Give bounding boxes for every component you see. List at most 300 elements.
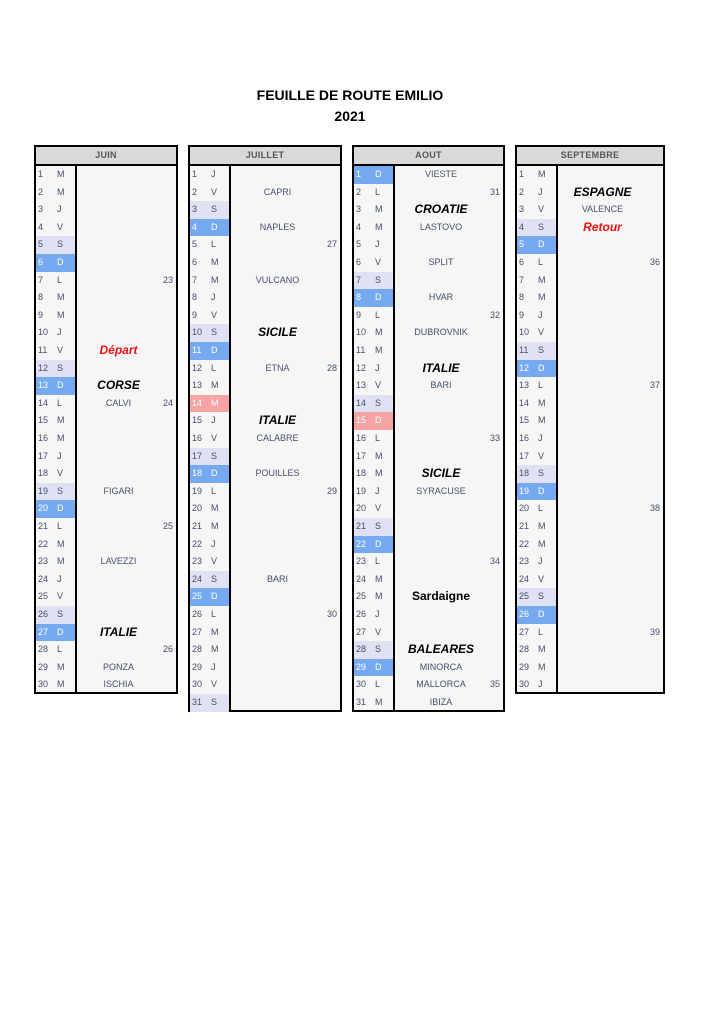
day-row xyxy=(517,465,663,483)
weekday-letter: V xyxy=(375,626,382,637)
day-number: 23 xyxy=(38,556,49,567)
weekday-letter: V xyxy=(211,679,218,690)
day-cell xyxy=(354,360,393,378)
day-cell xyxy=(354,412,393,430)
day-cell xyxy=(354,694,393,712)
day-number: 19 xyxy=(356,485,367,496)
day-cell xyxy=(517,272,556,290)
weekday-letter: M xyxy=(57,169,65,179)
day-cell xyxy=(517,465,556,483)
day-row xyxy=(517,676,663,694)
itinerary-entry: ETNA xyxy=(265,362,290,373)
itinerary-entry: ITALIE xyxy=(258,413,297,428)
day-cell xyxy=(36,219,75,237)
day-number: 7 xyxy=(356,274,362,285)
day-cell xyxy=(36,272,75,290)
weekday-letter: M xyxy=(538,521,546,531)
day-cell xyxy=(354,254,393,272)
day-cell xyxy=(190,536,229,554)
day-row xyxy=(354,412,503,430)
weekday-letter: L xyxy=(375,309,381,320)
day-number: 9 xyxy=(192,309,198,320)
weekday-letter: S xyxy=(375,397,382,408)
itinerary-entry: ITALIE xyxy=(422,360,460,375)
day-cell xyxy=(36,360,75,378)
weekday-letter: S xyxy=(211,204,218,215)
weekday-letter: V xyxy=(57,221,64,232)
day-number: 4 xyxy=(519,221,525,232)
day-cell xyxy=(190,676,229,694)
day-number: 2 xyxy=(356,186,362,197)
day-number: 22 xyxy=(356,538,367,549)
day-cell xyxy=(36,606,75,624)
day-cell xyxy=(190,641,229,659)
day-number: 29 xyxy=(356,661,367,672)
day-number: 17 xyxy=(356,450,367,461)
week-number: 30 xyxy=(326,609,337,619)
weekday-letter: D xyxy=(57,257,64,267)
day-cell xyxy=(190,254,229,272)
day-cell xyxy=(190,571,229,589)
day-row xyxy=(517,641,663,659)
day-number: 26 xyxy=(519,609,530,619)
day-row xyxy=(36,307,176,325)
weekday-letter: M xyxy=(57,309,65,320)
day-number: 27 xyxy=(192,626,203,637)
day-number: 24 xyxy=(192,573,203,584)
day-number: 1 xyxy=(192,169,198,179)
day-cell xyxy=(190,377,229,395)
day-number: 17 xyxy=(519,450,530,461)
day-number: 27 xyxy=(356,626,367,637)
day-cell xyxy=(190,448,229,466)
weekday-letter: S xyxy=(538,345,545,355)
weekday-letter: V xyxy=(375,380,382,391)
day-row xyxy=(354,342,503,360)
day-number: 13 xyxy=(192,380,203,391)
weekday-letter: M xyxy=(538,169,546,179)
day-number: 28 xyxy=(38,644,49,655)
weekday-letter: M xyxy=(57,556,65,567)
weekday-letter: D xyxy=(211,591,218,602)
day-cell xyxy=(354,289,393,307)
day-row xyxy=(517,588,663,606)
day-number: 20 xyxy=(38,503,49,514)
day-cell xyxy=(36,166,75,184)
day-number: 21 xyxy=(192,521,203,531)
weekday-letter: V xyxy=(375,257,382,267)
day-cell xyxy=(190,500,229,518)
day-row xyxy=(354,553,503,571)
day-number: 20 xyxy=(519,503,530,514)
weekday-letter: M xyxy=(538,538,546,549)
day-number: 28 xyxy=(356,644,367,655)
week-number: 33 xyxy=(489,433,500,443)
weekday-letter: S xyxy=(57,239,64,250)
day-cell xyxy=(354,272,393,290)
day-number: 3 xyxy=(38,204,44,215)
weekday-letter: M xyxy=(211,503,219,514)
day-row xyxy=(517,236,663,254)
day-cell xyxy=(36,588,75,606)
weekday-letter: M xyxy=(375,204,383,215)
day-row xyxy=(517,272,663,290)
day-number: 28 xyxy=(519,644,530,655)
weekday-letter: J xyxy=(211,292,216,303)
itinerary-entry: Sardaigne xyxy=(411,589,471,604)
day-cell xyxy=(354,448,393,466)
itinerary-entry: VULCANO xyxy=(255,274,300,285)
day-cell xyxy=(354,588,393,606)
day-cell xyxy=(36,289,75,307)
weekday-letter: M xyxy=(375,450,383,461)
weekday-letter: L xyxy=(211,239,217,250)
day-cell xyxy=(354,676,393,694)
day-row xyxy=(36,289,176,307)
itinerary-entry: HVAR xyxy=(428,292,454,303)
day-number: 9 xyxy=(38,309,44,320)
day-row xyxy=(517,412,663,430)
day-row xyxy=(517,395,663,413)
weekday-letter: L xyxy=(375,556,381,567)
day-cell xyxy=(517,254,556,272)
day-cell xyxy=(354,659,393,677)
day-number: 1 xyxy=(519,169,525,179)
weekday-letter: M xyxy=(375,345,383,355)
day-number: 7 xyxy=(192,274,198,285)
day-number: 21 xyxy=(356,521,367,531)
day-cell xyxy=(190,588,229,606)
weekday-letter: M xyxy=(211,257,219,267)
day-cell xyxy=(190,360,229,378)
day-row xyxy=(190,254,340,272)
weekday-letter: M xyxy=(211,521,219,531)
week-number: 36 xyxy=(649,257,660,267)
day-number: 4 xyxy=(38,221,44,232)
day-cell xyxy=(36,412,75,430)
weekday-letter: V xyxy=(538,204,545,215)
day-cell xyxy=(190,184,229,202)
day-number: 26 xyxy=(192,609,203,619)
day-number: 8 xyxy=(519,292,525,303)
day-cell xyxy=(354,307,393,325)
day-number: 13 xyxy=(356,380,367,391)
day-cell xyxy=(517,624,556,642)
itinerary-entry: ITALIE xyxy=(99,624,138,639)
weekday-letter: J xyxy=(538,556,543,567)
day-number: 8 xyxy=(192,292,198,303)
weekday-letter: M xyxy=(375,468,383,479)
month-juin xyxy=(34,145,178,694)
weekday-letter: V xyxy=(211,186,218,197)
day-row xyxy=(517,571,663,589)
day-cell xyxy=(354,166,393,184)
itinerary-entry: CAPRI xyxy=(263,186,292,197)
weekday-letter: D xyxy=(538,239,545,250)
weekday-letter: V xyxy=(211,556,218,567)
day-row xyxy=(354,395,503,413)
day-cell xyxy=(190,483,229,501)
day-cell xyxy=(190,553,229,571)
weekday-letter: V xyxy=(538,573,545,584)
day-number: 16 xyxy=(192,433,203,443)
day-cell xyxy=(36,377,75,395)
day-row xyxy=(36,465,176,483)
day-row xyxy=(190,395,340,413)
day-row xyxy=(36,588,176,606)
day-row xyxy=(36,518,176,536)
day-number: 27 xyxy=(519,626,530,637)
week-number: 29 xyxy=(326,485,337,496)
day-cell xyxy=(517,571,556,589)
day-row xyxy=(354,571,503,589)
day-row xyxy=(517,448,663,466)
day-number: 13 xyxy=(519,380,530,391)
day-cell xyxy=(517,430,556,448)
day-cell xyxy=(36,448,75,466)
weekday-letter: L xyxy=(57,397,63,408)
day-cell xyxy=(517,606,556,624)
day-cell xyxy=(354,201,393,219)
weekday-letter: V xyxy=(57,591,64,602)
day-cell xyxy=(517,500,556,518)
day-number: 7 xyxy=(519,274,525,285)
weekday-letter: M xyxy=(57,186,65,197)
weekday-letter: L xyxy=(538,503,544,514)
day-row xyxy=(517,659,663,677)
weekday-letter: M xyxy=(375,591,383,602)
day-cell xyxy=(190,518,229,536)
day-cell xyxy=(36,518,75,536)
day-number: 5 xyxy=(38,239,44,250)
day-row xyxy=(517,500,663,518)
weekday-letter: M xyxy=(375,327,383,338)
day-row xyxy=(36,606,176,624)
day-number: 29 xyxy=(519,661,530,672)
day-number: 25 xyxy=(356,591,367,602)
month-header: JUIN xyxy=(36,147,176,166)
day-cell xyxy=(36,536,75,554)
weekday-letter: D xyxy=(57,503,64,514)
weekday-letter: M xyxy=(538,661,546,672)
day-cell xyxy=(36,676,75,694)
itinerary-entry: CALABRE xyxy=(256,433,299,443)
day-cell xyxy=(190,395,229,413)
itinerary-entry: BARI xyxy=(266,573,288,584)
day-cell xyxy=(36,571,75,589)
weekday-letter: L xyxy=(211,609,217,619)
itinerary-entry: NAPLES xyxy=(259,221,296,232)
day-row xyxy=(36,219,176,237)
weekday-letter: S xyxy=(375,644,382,655)
weekday-letter: D xyxy=(375,292,382,303)
day-number: 19 xyxy=(192,485,203,496)
day-cell xyxy=(354,483,393,501)
weekday-letter: L xyxy=(538,626,544,637)
day-number: 31 xyxy=(192,697,203,707)
day-row xyxy=(517,553,663,571)
day-cell xyxy=(36,624,75,642)
weekday-letter: M xyxy=(211,397,219,408)
day-number: 16 xyxy=(356,433,367,443)
weekday-letter: J xyxy=(211,538,216,549)
day-row xyxy=(517,518,663,536)
day-number: 4 xyxy=(192,221,198,232)
day-row xyxy=(36,272,176,290)
weekday-letter: D xyxy=(57,626,64,637)
itinerary-entry: PONZA xyxy=(102,661,134,672)
week-number: 39 xyxy=(649,626,660,637)
day-number: 29 xyxy=(192,661,203,672)
day-number: 22 xyxy=(192,538,203,549)
day-number: 18 xyxy=(356,468,367,479)
day-number: 22 xyxy=(519,538,530,549)
day-row xyxy=(354,624,503,642)
weekday-letter: J xyxy=(57,204,62,215)
day-number: 23 xyxy=(356,556,367,567)
day-cell xyxy=(190,236,229,254)
day-number: 28 xyxy=(192,644,203,655)
day-number: 15 xyxy=(192,415,203,426)
day-row xyxy=(190,641,340,659)
month-header: JUILLET xyxy=(190,147,340,166)
day-number: 13 xyxy=(38,380,49,391)
day-cell xyxy=(354,342,393,360)
day-number: 11 xyxy=(356,345,366,355)
day-cell xyxy=(517,377,556,395)
weekday-letter: J xyxy=(538,186,543,197)
day-row xyxy=(517,289,663,307)
day-cell xyxy=(190,272,229,290)
day-number: 19 xyxy=(519,485,530,496)
day-cell xyxy=(354,377,393,395)
weekday-letter: D xyxy=(375,415,382,426)
day-number: 20 xyxy=(356,503,367,514)
day-number: 16 xyxy=(519,433,530,443)
weekday-letter: M xyxy=(538,397,546,408)
itinerary-entry: BALEARES xyxy=(407,642,474,657)
day-cell xyxy=(354,624,393,642)
day-cell xyxy=(354,465,393,483)
day-number: 14 xyxy=(192,397,203,408)
day-number: 30 xyxy=(519,679,530,690)
weekday-letter: V xyxy=(375,503,382,514)
day-row xyxy=(190,377,340,395)
day-row xyxy=(190,483,340,501)
day-number: 12 xyxy=(192,362,203,373)
weekday-letter: S xyxy=(211,573,218,584)
day-cell xyxy=(517,395,556,413)
day-number: 25 xyxy=(38,591,49,602)
weekday-letter: M xyxy=(211,626,219,637)
day-number: 23 xyxy=(519,556,530,567)
day-number: 10 xyxy=(356,327,367,338)
month-header: AOUT xyxy=(354,147,503,166)
itinerary-entry: BARI xyxy=(430,380,452,391)
day-cell xyxy=(190,694,229,712)
day-number: 22 xyxy=(38,538,49,549)
weekday-letter: M xyxy=(57,661,65,672)
day-row xyxy=(36,254,176,272)
day-cell xyxy=(517,659,556,677)
day-row xyxy=(190,536,340,554)
day-cell xyxy=(517,553,556,571)
weekday-letter: S xyxy=(211,697,218,707)
day-row xyxy=(190,166,340,184)
day-number: 17 xyxy=(38,450,49,461)
weekday-letter: D xyxy=(211,345,218,355)
week-number: 23 xyxy=(162,274,173,285)
day-cell xyxy=(36,254,75,272)
weekday-letter: M xyxy=(57,292,65,303)
weekday-letter: J xyxy=(211,415,216,426)
itinerary-entry: CORSE xyxy=(97,378,140,393)
day-number: 17 xyxy=(192,450,203,461)
weekday-letter: D xyxy=(538,362,545,373)
day-cell xyxy=(36,395,75,413)
week-number: 35 xyxy=(489,679,500,690)
day-number: 14 xyxy=(356,397,367,408)
weekday-letter: S xyxy=(57,485,64,496)
day-number: 3 xyxy=(519,204,525,215)
day-number: 27 xyxy=(38,626,49,637)
itinerary-entry: CROATIE xyxy=(414,202,468,217)
weekday-letter: V xyxy=(57,345,64,355)
weekday-letter: M xyxy=(57,679,65,690)
day-row xyxy=(354,606,503,624)
day-number: 2 xyxy=(519,186,525,197)
day-cell xyxy=(36,201,75,219)
day-cell xyxy=(517,324,556,342)
day-number: 11 xyxy=(38,345,48,355)
day-number: 31 xyxy=(356,697,367,707)
weekday-letter: D xyxy=(211,221,218,232)
month-aout xyxy=(352,145,505,712)
weekday-letter: M xyxy=(375,697,383,707)
weekday-letter: M xyxy=(538,415,546,426)
day-cell xyxy=(354,518,393,536)
week-number: 26 xyxy=(162,644,173,655)
itinerary-entry: LASTOVO xyxy=(419,221,463,232)
day-row xyxy=(517,430,663,448)
weekday-letter: J xyxy=(57,573,62,584)
week-number: 25 xyxy=(162,521,173,531)
weekday-letter: J xyxy=(375,609,380,619)
weekday-letter: J xyxy=(538,679,543,690)
day-row xyxy=(354,272,503,290)
day-cell xyxy=(36,184,75,202)
day-number: 8 xyxy=(38,292,44,303)
day-number: 25 xyxy=(192,591,203,602)
day-cell xyxy=(36,553,75,571)
day-cell xyxy=(517,518,556,536)
weekday-letter: V xyxy=(57,468,64,479)
day-cell xyxy=(517,448,556,466)
itinerary-entry: LAVEZZI xyxy=(100,556,137,567)
day-row xyxy=(517,624,663,642)
itinerary-entry: SICILE xyxy=(258,325,297,340)
day-row xyxy=(354,430,503,448)
day-cell xyxy=(190,307,229,325)
day-number: 15 xyxy=(356,415,367,426)
week-number: 28 xyxy=(326,362,337,373)
weekday-letter: S xyxy=(211,450,218,461)
weekday-letter: S xyxy=(57,362,64,373)
day-number: 7 xyxy=(38,274,44,285)
day-number: 30 xyxy=(356,679,367,690)
day-row xyxy=(36,500,176,518)
week-number: 37 xyxy=(649,380,660,391)
